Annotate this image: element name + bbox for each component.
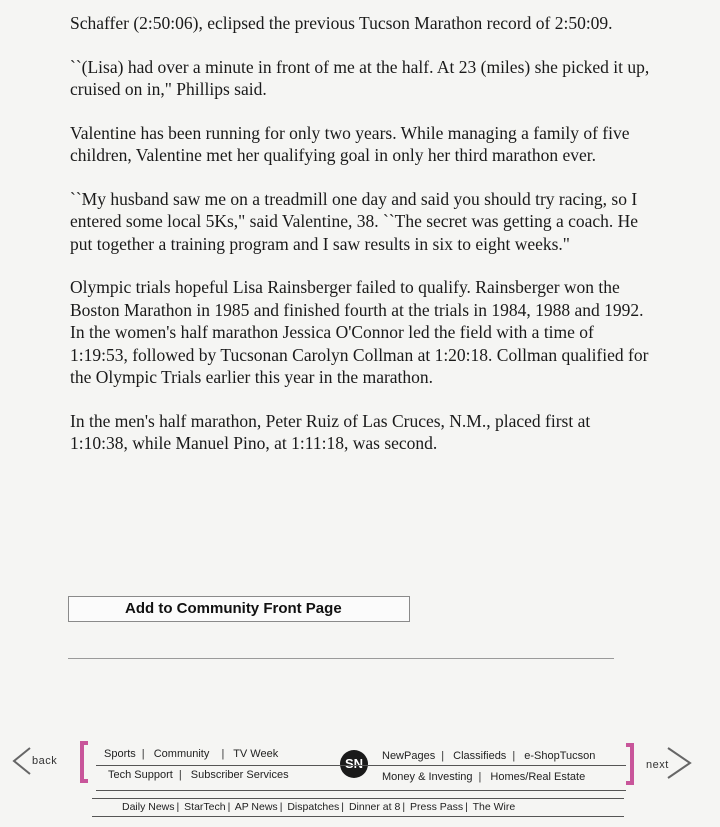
nav-divider-line [96, 765, 626, 766]
article-paragraph: Schaffer (2:50:06), eclipsed the previous Tucson Marathon record of 2:50:09. [70, 13, 613, 33]
next-arrow-icon[interactable] [664, 746, 694, 780]
article-paragraph: ``(Lisa) had over a minute in front of me at the half. At 23 (miles) she picked it up, cruised on in," Phillips said. [70, 56, 650, 99]
article-paragraph: ``My husband saw me on a treadmill one day and said you should try racing, so I entered some local 5Ks," said Valentine, 38. ``The secret was getting a coach. He put together a training program and I saw results in six to eight weeks." [70, 188, 639, 254]
nav-divider-line [92, 816, 624, 817]
nav-row-bottom: Daily News | StarTech | AP News | Dispatches | Dinner at 8 | Press Pass | The Wire [122, 801, 516, 813]
article-paragraph: In the men's half marathon, Peter Ruiz of Las Cruces, N.M., placed first at 1:10:38, while Manuel Pino, at 1:11:18, was second. [70, 410, 591, 453]
right-bracket-decoration [626, 743, 634, 785]
nav-link-ap-news[interactable]: AP News [234, 801, 278, 813]
next-link[interactable]: next [646, 759, 669, 771]
nav-link-subscriber-services[interactable]: Subscriber Services [190, 769, 289, 781]
article-body [70, 12, 650, 476]
nav-link-e-shop-tucson[interactable]: e-ShopTucson [524, 750, 596, 762]
nav-link-newpages[interactable]: NewPages [382, 750, 436, 762]
nav-row-primary-right: NewPages | Classifieds | e-ShopTucson [382, 750, 596, 762]
article-paragraph: Olympic trials hopeful Lisa Rainsberger failed to qualify. Rainsberger won the Boston Marathon in 1985 and finished fourth at the trials in 1984, 1988 and 1992. In the women's half marathon Jessica O'Connor led the field with a time of 1:19:53, followed by Tucsonan Carolyn Collman at 1:20:18. Collman qualified for the Olympic Trials earlier this year in the marathon. [70, 277, 649, 387]
nav-link-startech[interactable]: StarTech [184, 801, 226, 813]
nav-link-homes-real-estate[interactable]: Homes/Real Estate [490, 771, 586, 783]
nav-link-dinner-at-8[interactable]: Dinner at 8 [348, 801, 401, 813]
nav-link-press-pass[interactable]: Press Pass [409, 801, 464, 813]
divider [68, 658, 614, 659]
nav-link-money-investing[interactable]: Money & Investing [382, 771, 473, 783]
nav-divider-line [92, 798, 624, 799]
nav-row-primary-left: Sports | Community | TV Week [104, 748, 279, 760]
nav-link-tech-support[interactable]: Tech Support [108, 769, 173, 781]
nav-link-sports[interactable]: Sports [104, 748, 136, 760]
back-link[interactable]: back [32, 755, 58, 767]
left-bracket-decoration [80, 741, 88, 783]
nav-link-tv-week[interactable]: TV Week [233, 748, 279, 760]
nav-link-classifieds[interactable]: Classifieds [453, 750, 507, 762]
sn-logo[interactable]: SN [340, 750, 368, 778]
nav-divider-line [96, 790, 626, 791]
back-arrow-icon[interactable] [10, 746, 34, 776]
nav-link-dispatches[interactable]: Dispatches [287, 801, 340, 813]
nav-link-daily-news[interactable]: Daily News [122, 801, 175, 813]
site-navigation-bar [0, 738, 720, 827]
nav-row-secondary-left: Tech Support | Subscriber Services [108, 769, 289, 781]
nav-row-secondary-right: Money & Investing | Homes/Real Estate [382, 771, 586, 783]
article-paragraph: Valentine has been running for only two years. While managing a family of five children, Valentine met her qualifying goal in only her third marathon ever. [70, 122, 630, 165]
nav-link-the-wire[interactable]: The Wire [472, 801, 516, 813]
add-to-community-front-page-button[interactable]: Add to Community Front Page [68, 596, 410, 622]
nav-link-community[interactable]: Community [153, 748, 210, 760]
